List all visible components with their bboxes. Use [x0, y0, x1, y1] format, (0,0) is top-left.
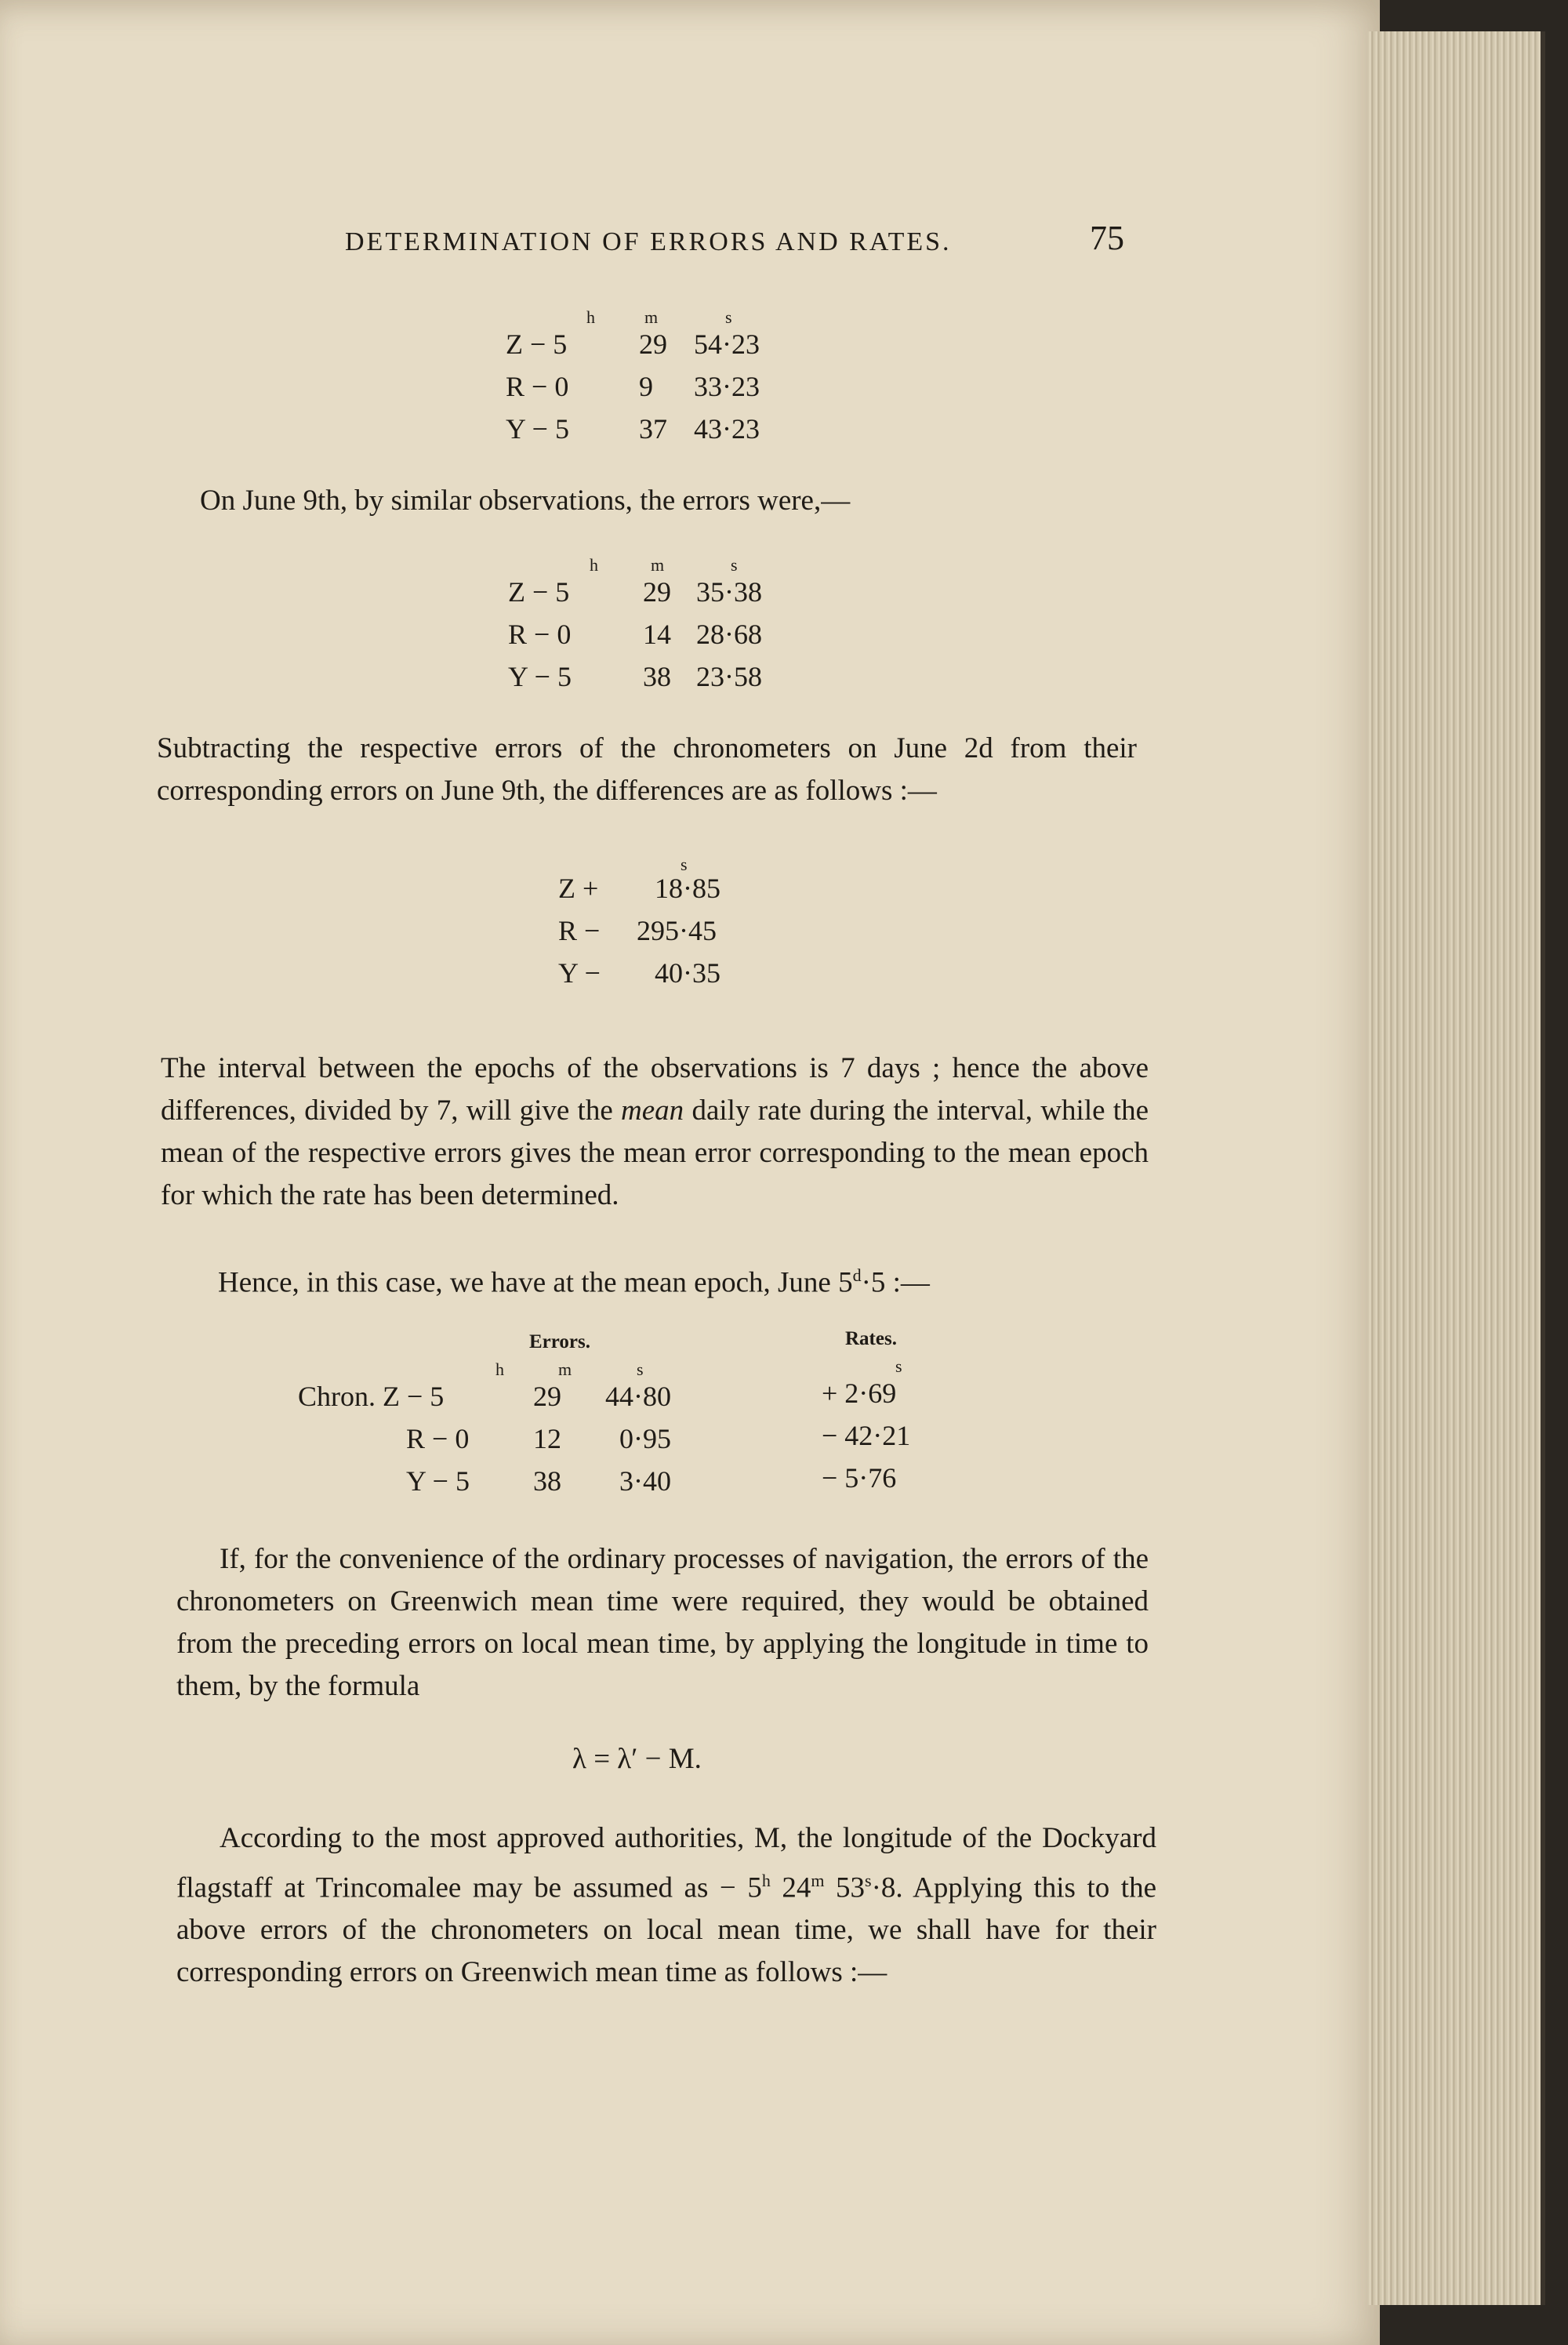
table-row-label: Y − [558, 957, 601, 989]
table-cell-minutes: 38 [533, 1465, 561, 1497]
table-cell-seconds: 18·85 [655, 873, 720, 904]
paragraph-longitude [176, 1817, 1156, 1994]
page-edges [1368, 31, 1545, 2305]
unit-s: s [725, 307, 732, 327]
table-cell-minutes: 38 [643, 661, 671, 692]
longitude-text-c: 53 [824, 1871, 866, 1904]
unit-s: s [681, 855, 688, 874]
paragraph-june-9: On June 9th, by similar observations, the errors were,— [200, 485, 851, 517]
table-row-label: Chron. Z − 5 [298, 1381, 445, 1412]
table-cell-seconds: 54·23 [694, 329, 760, 360]
mean-epoch-text: Hence, in this case, we have at the mean epoch, June 5 [218, 1266, 853, 1299]
table-cell-seconds: 35·38 [696, 576, 762, 608]
rates-header: Rates. [845, 1328, 897, 1349]
table-cell-seconds: 28·68 [696, 619, 762, 650]
table-cell-minutes: 14 [643, 619, 671, 650]
table-row-label: Z − 5 [506, 329, 568, 360]
table-row-label: Y − 5 [406, 1465, 470, 1497]
unit-s: s [731, 555, 738, 575]
table-row-label: R − 0 [406, 1423, 470, 1454]
table-row-label: Y − 5 [508, 661, 572, 692]
paragraph-interval [161, 1047, 1149, 1217]
unit-m: m [651, 555, 665, 575]
formula: λ = λ′ − M. [572, 1743, 702, 1775]
paragraph-mean-epoch [218, 1254, 1159, 1304]
unit-s: s [895, 1356, 902, 1376]
table-cell-rate: + 2·69 [822, 1378, 897, 1409]
table-row-label: R − 0 [506, 371, 569, 402]
longitude-text-b: 24 [770, 1871, 811, 1904]
longitude-text-d: ·8. Applying this to the above errors of the chronometers on local mean time, we shall have for their corresponding errors on Greenwich mean time as follows :— [176, 1871, 1157, 1989]
table-cell-minutes: 37 [639, 413, 667, 445]
longitude-text-a: According to the most approved authorities, M, the longitude of the Dockyard flagstaff at Trincomalee may be assumed as − 5 [176, 1822, 1156, 1904]
table-cell-minutes: 29 [643, 576, 671, 608]
running-head: DETERMINATION OF ERRORS AND RATES. [345, 227, 952, 256]
paragraph-interval-text-b: daily rate during the interval, while the mean of the respective errors gives the mean error corresponding to the mean epoch for which the rate has been determined. [161, 1094, 1149, 1211]
longitude-sup-s: s [865, 1871, 872, 1890]
table-row-label: R − [558, 915, 601, 946]
table-row-label: Z − 5 [508, 576, 570, 608]
emphasis-mean: mean [621, 1094, 684, 1127]
unit-h: h [495, 1359, 504, 1379]
longitude-sup-h: h [761, 1871, 771, 1890]
table-cell-seconds: 44·80 [605, 1381, 671, 1412]
table-cell-seconds: 33·23 [694, 371, 760, 402]
table-cell-seconds: 43·23 [694, 413, 760, 445]
table-cell-rate: − 5·76 [822, 1462, 897, 1494]
unit-s: s [637, 1359, 644, 1379]
table-row-label: Y − 5 [506, 413, 569, 445]
table-cell-minutes: 9 [639, 371, 653, 402]
unit-m: m [644, 307, 659, 327]
mean-epoch-tail: ·5 :— [861, 1266, 930, 1299]
table-cell-minutes: 12 [533, 1423, 561, 1454]
paragraph-interval-text-a: The interval between the epochs of the observations is 7 days ; hence the above differences, divided by 7, will give the [161, 1052, 1149, 1127]
unit-h: h [586, 307, 595, 327]
table-cell-seconds: 3·40 [619, 1465, 671, 1497]
table-cell-minutes: 29 [639, 329, 667, 360]
table-row-label: R − 0 [508, 619, 572, 650]
errors-header: Errors. [529, 1331, 590, 1352]
paragraph-navigation: If, for the convenience of the ordinary processes of navigation, the errors of the chronometers on Greenwich mean time were required, they would be obtained from the preceding errors on local mean time, by applying the longitude in time to them, by the formula [176, 1543, 1149, 1702]
table-cell-rate: − 42·21 [822, 1420, 911, 1451]
unit-h: h [590, 555, 598, 575]
mean-epoch-sup: d [852, 1265, 862, 1285]
longitude-sup-m: m [811, 1871, 825, 1890]
paragraph-subtracting: Subtracting the respective errors of the chronometers on June 2d from their corresponding errors on June 9th, the differences are as follows :— [157, 732, 1137, 807]
table-cell-seconds: 40·35 [655, 957, 720, 989]
table-cell-seconds: 23·58 [696, 661, 762, 692]
table-cell-seconds: 0·95 [619, 1423, 671, 1454]
unit-m: m [558, 1359, 572, 1379]
page-number: 75 [1090, 219, 1124, 257]
table-row-label: Z + [558, 873, 599, 904]
table-cell-minutes: 29 [533, 1381, 561, 1412]
table-cell-seconds: 295·45 [637, 915, 717, 946]
